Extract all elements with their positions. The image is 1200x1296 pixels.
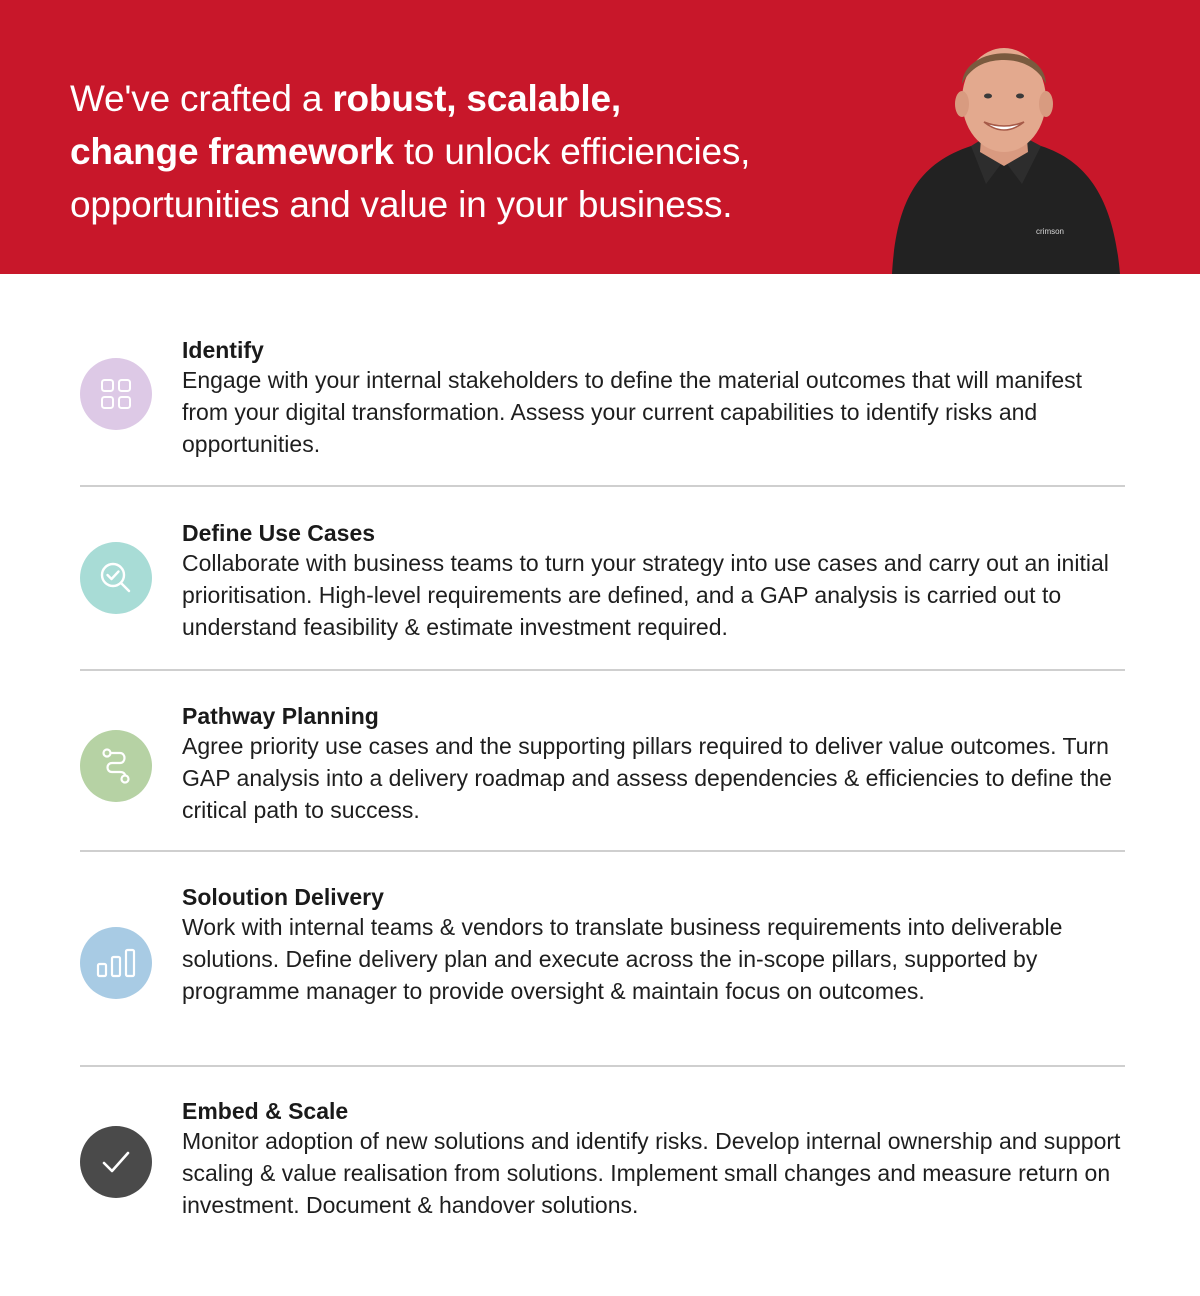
hero-line2-bold: change framework: [70, 131, 394, 172]
step-define-use-cases: [80, 517, 1125, 647]
step-description: Work with internal teams & vendors to translate business requirements into deliverable solutions. Define delivery plan and execute across the in-scope pillars, supported by programme manager to provide oversight & maintain focus on outcomes.: [182, 914, 1063, 1004]
bar-chart-icon: [80, 927, 152, 999]
divider: [80, 669, 1125, 671]
shirt-logo: crimson: [1036, 227, 1065, 236]
step-title: Soloution Delivery: [182, 884, 384, 910]
presenter-portrait: [886, 34, 1126, 274]
divider: [80, 485, 1125, 487]
step-pathway-planning: [80, 700, 1125, 830]
step-embed-and-scale: [80, 1095, 1125, 1225]
step-title: Pathway Planning: [182, 703, 379, 729]
hero-line1-bold: robust, scalable,: [332, 78, 621, 119]
step-description: Collaborate with business teams to turn your strategy into use cases and carry out an initial prioritisation. High-level requirements are defined, and a GAP analysis is carried out to understand feasibility & estimate investment required.: [182, 550, 1109, 640]
step-description: Engage with your internal stakeholders to define the material outcomes that will manifest from your digital transformation. Assess your current capabilities to identify risks and opportunities.: [182, 367, 1083, 457]
checkmark-icon: [80, 1126, 152, 1198]
route-icon: [80, 730, 152, 802]
magnifier-check-icon: [80, 542, 152, 614]
step-description: Monitor adoption of new solutions and identify risks. Develop internal ownership and support scaling & value realisation from solutions. Implement small changes and measure return on investment. Document & handover solutions.: [182, 1128, 1121, 1218]
hero-line1-pre: We've crafted a: [70, 78, 333, 119]
step-title: Define Use Cases: [182, 520, 376, 546]
divider: [80, 850, 1125, 852]
grid-icon: [80, 358, 152, 430]
step-title: Identify: [182, 337, 264, 363]
hero-headline: [70, 72, 870, 231]
step-title: Embed & Scale: [182, 1098, 349, 1124]
hero-line3: opportunities and value in your business.: [70, 184, 733, 225]
step-identify: [80, 334, 1125, 464]
step-soloution-delivery: [80, 881, 1125, 1041]
hero-line2-post: to unlock efficiencies,: [393, 131, 751, 172]
step-description: Agree priority use cases and the supporting pillars required to deliver value outcomes. Turn GAP analysis into a delivery roadmap and assess dependencies & efficiencies to define the critical path to success.: [182, 733, 1112, 823]
hero-banner: [0, 0, 1200, 274]
divider: [80, 1065, 1125, 1067]
